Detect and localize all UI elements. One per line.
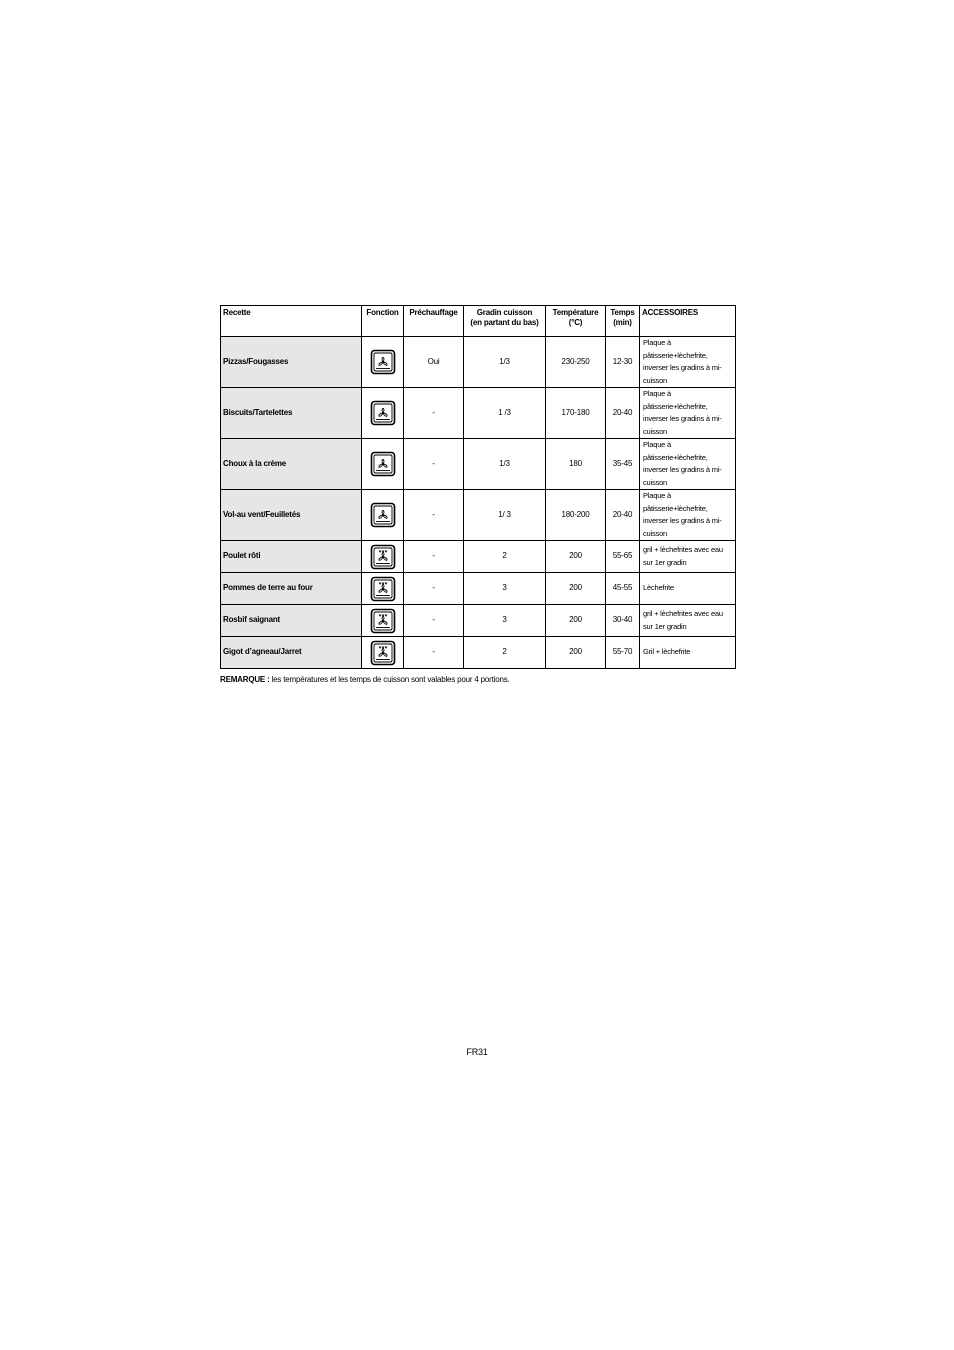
cell-temps: 35-45 <box>606 439 640 490</box>
header-recette: Recette <box>221 306 362 337</box>
cell-temps: 20-40 <box>606 388 640 439</box>
remark-note <box>220 675 510 684</box>
header-fonction: Fonction <box>362 306 404 337</box>
cell-prechauffage: - <box>404 490 464 541</box>
header-temperature <box>546 306 606 337</box>
fan-grill-icon <box>362 608 403 634</box>
cell-gradin: 1/ 3 <box>464 490 546 541</box>
cell-temps: 12-30 <box>606 337 640 388</box>
cell-fonction <box>362 637 404 669</box>
cell-fonction <box>362 439 404 490</box>
cell-prechauffage: - <box>404 541 464 573</box>
fan-oven-icon <box>362 400 403 426</box>
cell-temperature: 230-250 <box>546 337 606 388</box>
cell-accessoires: Plaque à pâtisserie+lèchefrite, inverser les gradins à mi-cuisson <box>640 490 736 541</box>
cell-fonction <box>362 490 404 541</box>
page-number: FR31 <box>466 1047 488 1057</box>
cell-recette: Pommes de terre au four <box>221 573 362 605</box>
cell-recette: Gigot d’agneau/Jarret <box>221 637 362 669</box>
cell-fonction <box>362 337 404 388</box>
table-row <box>221 337 736 388</box>
cell-gradin: 3 <box>464 573 546 605</box>
cell-gradin: 2 <box>464 541 546 573</box>
cell-accessoires: Gril + lèchefrite <box>640 637 736 669</box>
cell-prechauffage: Oui <box>404 337 464 388</box>
cell-recette: Biscuits/Tartelettes <box>221 388 362 439</box>
table-row <box>221 388 736 439</box>
table-row <box>221 637 736 669</box>
cell-prechauffage: - <box>404 573 464 605</box>
fan-oven-icon <box>362 502 403 528</box>
fan-grill-icon <box>362 576 403 602</box>
cell-accessoires: gril + lèchefrites avec eau sur 1er gradin <box>640 541 736 573</box>
cell-fonction <box>362 605 404 637</box>
table-row <box>221 439 736 490</box>
header-temps-line1: Temps <box>610 308 635 317</box>
cell-temps: 20-40 <box>606 490 640 541</box>
cell-temps: 45-55 <box>606 573 640 605</box>
header-gradin-line1: Gradin cuisson <box>476 308 533 317</box>
cell-temps: 30-40 <box>606 605 640 637</box>
cell-recette: Rosbif saignant <box>221 605 362 637</box>
cell-temperature: 200 <box>546 605 606 637</box>
cell-temperature: 200 <box>546 573 606 605</box>
cell-gradin: 1/3 <box>464 337 546 388</box>
cell-accessoires: Plaque à pâtisserie+lèchefrite, inverser les gradins à mi-cuisson <box>640 337 736 388</box>
cell-fonction <box>362 573 404 605</box>
cooking-table <box>220 305 736 669</box>
cell-fonction <box>362 541 404 573</box>
cell-gradin: 2 <box>464 637 546 669</box>
table-row <box>221 573 736 605</box>
header-gradin <box>464 306 546 337</box>
table-body <box>221 337 736 669</box>
header-prechauffage: Préchauffage <box>404 306 464 337</box>
remark-label: REMARQUE : <box>220 675 270 684</box>
cell-temps: 55-70 <box>606 637 640 669</box>
cell-temperature: 170-180 <box>546 388 606 439</box>
header-gradin-line2: (en partant du bas) <box>470 318 539 327</box>
table-row <box>221 541 736 573</box>
cell-accessoires: Plaque à pâtisserie+lèchefrite, inverser les gradins à mi-cuisson <box>640 439 736 490</box>
fan-oven-icon <box>362 349 403 375</box>
header-temperature-line2: (°C) <box>568 318 583 327</box>
cell-prechauffage: - <box>404 637 464 669</box>
cell-temperature: 180-200 <box>546 490 606 541</box>
cell-gradin: 1/3 <box>464 439 546 490</box>
table-row <box>221 490 736 541</box>
cell-temps: 55-65 <box>606 541 640 573</box>
cell-prechauffage: - <box>404 388 464 439</box>
cell-temperature: 200 <box>546 541 606 573</box>
header-temps <box>606 306 640 337</box>
cell-recette: Pizzas/Fougasses <box>221 337 362 388</box>
fan-grill-icon <box>362 544 403 570</box>
remark-text: les températures et les temps de cuisson sont valables pour 4 portions. <box>269 675 510 684</box>
cell-accessoires: Plaque à pâtisserie+lèchefrite, inverser les gradins à mi-cuisson <box>640 388 736 439</box>
cell-gradin: 1 /3 <box>464 388 546 439</box>
cell-recette: Choux à la crème <box>221 439 362 490</box>
table-header-row <box>221 306 736 337</box>
cell-prechauffage: - <box>404 439 464 490</box>
cell-accessoires: Lèchefrite <box>640 573 736 605</box>
cell-fonction <box>362 388 404 439</box>
cell-gradin: 3 <box>464 605 546 637</box>
table-row <box>221 605 736 637</box>
header-temperature-line1: Température <box>552 308 599 317</box>
fan-oven-icon <box>362 451 403 477</box>
fan-grill-icon <box>362 640 403 666</box>
header-accessoires: ACCESSOIRES <box>640 306 736 337</box>
cell-recette: Vol-au vent/Feuilletés <box>221 490 362 541</box>
header-temps-line2: (min) <box>613 318 632 327</box>
cell-temperature: 200 <box>546 637 606 669</box>
cell-accessoires: gril + lèchefrites avec eau sur 1er gradin <box>640 605 736 637</box>
cell-prechauffage: - <box>404 605 464 637</box>
cell-temperature: 180 <box>546 439 606 490</box>
cell-recette: Poulet rôti <box>221 541 362 573</box>
